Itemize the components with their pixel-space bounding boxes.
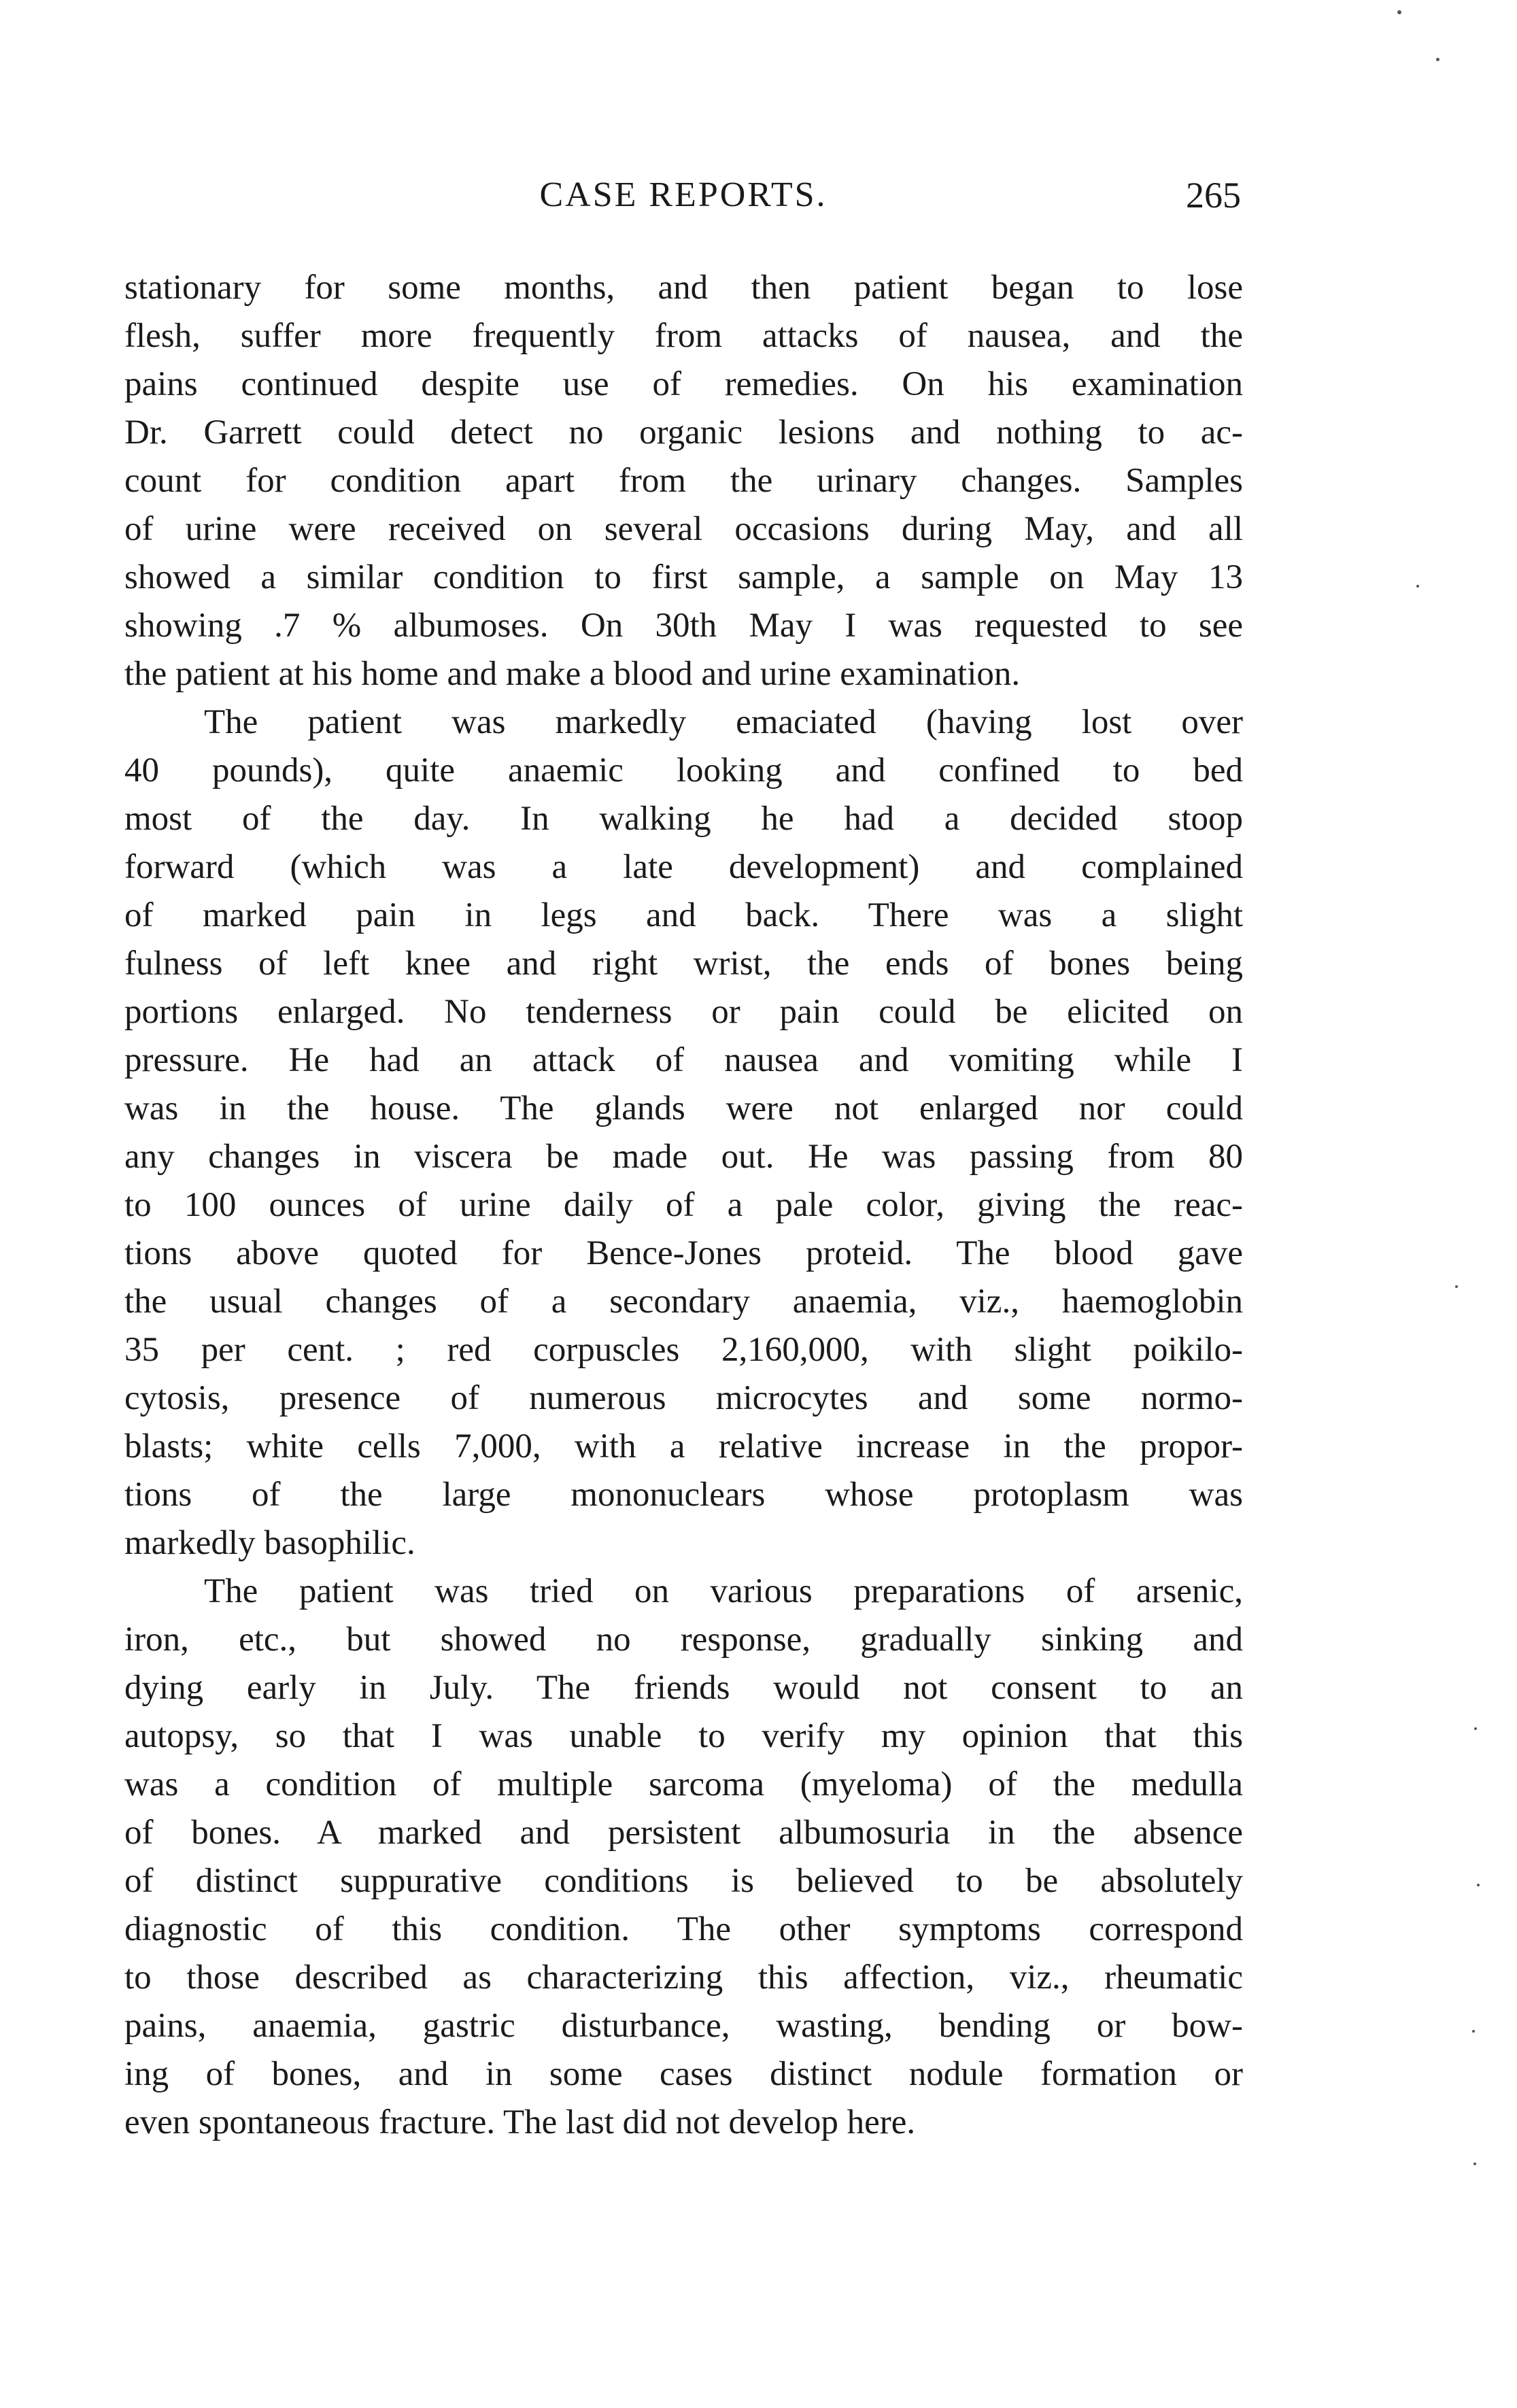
text-line: pressure. He had an attack of nausea and vomiting while I <box>124 1041 1243 1079</box>
body-text <box>124 264 1243 2147</box>
text-line: portions enlarged. No tenderness or pain could be elicited on <box>124 993 1243 1031</box>
text-line: tions above quoted for Bence-Jones proteid. The blood gave <box>124 1234 1243 1272</box>
paragraph-3 <box>124 1567 1243 2147</box>
text-line: the patient at his home and make a blood and urine examination. <box>124 655 1021 693</box>
text-line: even spontaneous fracture. The last did not develop here. <box>124 2103 916 2141</box>
text-line: ing of bones, and in some cases distinct nodule formation or <box>124 2055 1243 2093</box>
text-line: of bones. A marked and persistent albumosuria in the absence <box>124 1814 1243 1852</box>
scan-speck <box>1477 1884 1480 1886</box>
text-line: tions of the large mononuclears whose protoplasm was <box>124 1476 1243 1514</box>
text-line: iron, etc., but showed no response, gradually sinking and <box>124 1621 1243 1659</box>
scan-speck <box>1455 1285 1458 1288</box>
text-line: 40 pounds), quite anaemic looking and confined to bed <box>124 751 1243 790</box>
text-line: forward (which was a late development) and complained <box>124 848 1243 886</box>
text-line: of marked pain in legs and back. There was a slight <box>124 896 1243 934</box>
text-line: diagnostic of this condition. The other symptoms correspond <box>124 1910 1243 1948</box>
text-line: of urine were received on several occasions during May, and all <box>124 510 1243 548</box>
text-line: any changes in viscera be made out. He was passing from 80 <box>124 1138 1243 1176</box>
text-line: autopsy, so that I was unable to verify my opinion that this <box>124 1717 1243 1755</box>
text-line: Dr. Garrett could detect no organic lesions and nothing to ac- <box>124 413 1243 452</box>
text-line: count for condition apart from the urinary changes. Samples <box>124 462 1243 500</box>
text-line: The patient was tried on various preparations of arsenic, <box>204 1572 1243 1610</box>
text-line: was a condition of multiple sarcoma (myeloma) of the medulla <box>124 1765 1243 1803</box>
text-line: fulness of left knee and right wrist, the ends of bones being <box>124 945 1243 983</box>
text-line: cytosis, presence of numerous microcytes and some normo- <box>124 1379 1243 1417</box>
running-title: CASE REPORTS. <box>539 175 828 214</box>
page-header <box>126 171 1241 219</box>
scan-speck <box>1397 10 1401 14</box>
text-line: The patient was markedly emaciated (having lost over <box>204 703 1243 741</box>
text-line: most of the day. In walking he had a decided stoop <box>124 800 1243 838</box>
text-line: the usual changes of a secondary anaemia, viz., haemoglobin <box>124 1283 1243 1321</box>
scan-speck <box>1474 1727 1477 1730</box>
paragraph-1 <box>124 264 1243 698</box>
text-line: was in the house. The glands were not enlarged nor could <box>124 1089 1243 1127</box>
text-line: flesh, suffer more frequently from attacks of nausea, and the <box>124 317 1243 355</box>
scan-speck <box>1416 585 1419 588</box>
text-line: of distinct suppurative conditions is believed to be absolutely <box>124 1862 1243 1900</box>
text-line: pains continued despite use of remedies. On his examination <box>124 365 1243 403</box>
scan-speck <box>1472 2030 1475 2033</box>
scan-speck <box>1473 2163 1476 2165</box>
text-line: showed a similar condition to first sample, a sample on May 13 <box>124 558 1243 596</box>
text-line: markedly basophilic. <box>124 1524 415 1562</box>
text-line: showing .7 % albumoses. On 30th May I was requested to see <box>124 607 1243 645</box>
text-line: to those described as characterizing this affection, viz., rheumatic <box>124 1958 1243 1997</box>
text-line: blasts; white cells 7,000, with a relative increase in the propor- <box>124 1427 1243 1465</box>
text-line: stationary for some months, and then patient began to lose <box>124 269 1243 307</box>
paragraph-2 <box>124 698 1243 1567</box>
page-number: 265 <box>1186 175 1241 216</box>
text-line: pains, anaemia, gastric disturbance, wasting, bending or bow- <box>124 2007 1243 2045</box>
text-line: to 100 ounces of urine daily of a pale color, giving the reac- <box>124 1186 1243 1224</box>
scan-speck <box>1436 58 1439 61</box>
text-line: dying early in July. The friends would not consent to an <box>124 1669 1243 1707</box>
text-line: 35 per cent. ; red corpuscles 2,160,000, with slight poikilo- <box>124 1331 1243 1369</box>
